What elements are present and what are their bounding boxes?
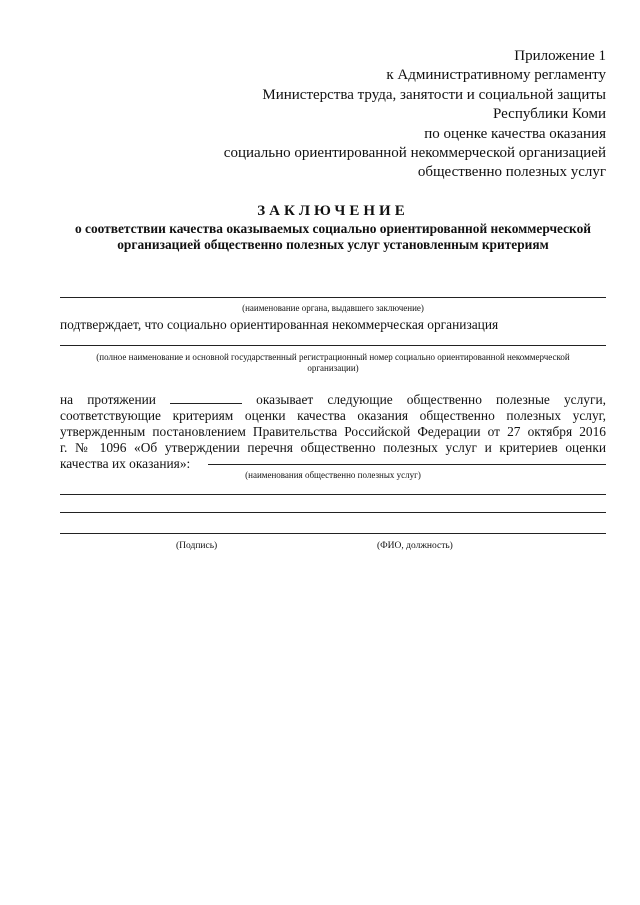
services-caption: (наименования общественно полезных услуг) (245, 470, 421, 480)
appendix-line-4: Республики Коми (493, 106, 606, 123)
services-paragraph (60, 392, 606, 472)
period-label: на протяжении (60, 392, 156, 407)
appendix-line-7: общественно полезных услуг (417, 164, 606, 181)
appendix-line-6: социально ориентированной некоммерческой организацией (223, 145, 606, 162)
organ-name-line[interactable] (60, 297, 606, 298)
services-line-2[interactable] (60, 494, 606, 495)
services-line-1[interactable] (208, 464, 606, 465)
organization-caption-line-2: организации) (307, 363, 359, 373)
organization-name-line[interactable] (60, 345, 606, 346)
organization-name-caption (60, 352, 606, 374)
name-position-caption: (ФИО, должность) (377, 541, 453, 551)
organization-caption-line-1: (полное наименование и основной государственный регистрационный номер социально ориентированной некоммерческой (96, 352, 570, 362)
confirms-text: подтверждает, что социально ориентированная некоммерческая организация (60, 317, 499, 332)
period-blank[interactable] (170, 393, 242, 404)
appendix-line-3: Министерства труда, занятости и социальной защиты (262, 86, 606, 103)
paragraph-line-4: г. № 1096 «Об утверждении перечня общественно полезных услуг и критериев оценки (60, 440, 606, 455)
paragraph-line-3: утвержденным постановлением Правительства Российской Федерации от 27 октября 2016 (60, 424, 606, 439)
document-title: ЗАКЛЮЧЕНИЕ (257, 203, 409, 219)
paragraph-line-1 (60, 392, 606, 408)
subtitle-line-1: о соответствии качества оказываемых социально ориентированной некоммерческой (74, 221, 592, 236)
subtitle-line-2: организацией общественно полезных услуг установленным критериям (117, 237, 549, 252)
appendix-line-5: по оценке качества оказания (424, 125, 606, 142)
paragraph-line-2: соответствующие критериям оценки качества оказания общественно полезных услуг, (60, 408, 606, 423)
appendix-line-2: к Административному регламенту (386, 67, 606, 84)
paragraph-line-5: качества их оказания»: (60, 456, 191, 471)
signature-caption: (Подпись) (176, 541, 218, 551)
appendix-line-1: Приложение 1 (514, 48, 606, 64)
signature-line[interactable] (60, 533, 606, 534)
document-subtitle (60, 221, 606, 253)
organ-name-caption: (наименование органа, выдавшего заключение) (242, 303, 424, 313)
paragraph-line-1-rest: оказывает следующие общественно полезные услуги, (256, 392, 606, 407)
appendix-header (224, 47, 606, 183)
services-line-3[interactable] (60, 512, 606, 513)
